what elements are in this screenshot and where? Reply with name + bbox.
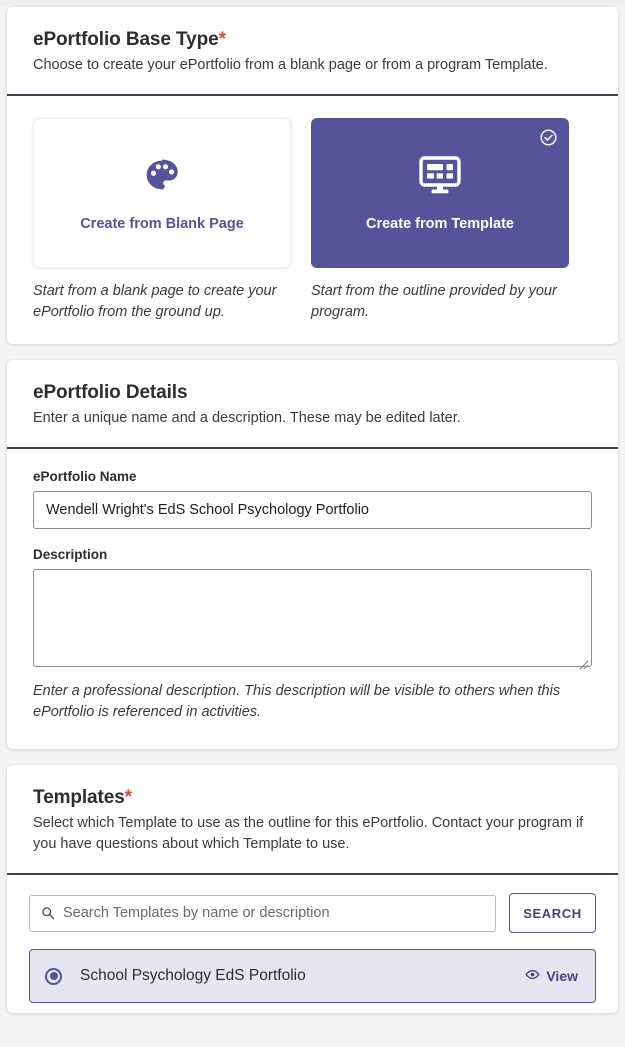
check-circle-icon — [539, 128, 558, 152]
base-type-subtitle: Choose to create your ePortfolio from a blank page or from a program Template. — [33, 57, 548, 73]
page-top-strip — [0, 0, 625, 7]
eye-icon — [525, 967, 540, 985]
search-row — [29, 893, 596, 933]
template-name: School Psychology EdS Portfolio — [80, 967, 306, 985]
template-search-input[interactable] — [55, 896, 495, 931]
base-type-header — [7, 7, 618, 94]
description-wrapper — [33, 569, 592, 672]
eportfolio-name-input[interactable] — [33, 491, 592, 529]
description-textarea[interactable] — [33, 569, 592, 667]
base-type-title-text: ePortfolio Base Type — [33, 29, 219, 50]
eportfolio-name-label: ePortfolio Name — [33, 469, 137, 485]
template-search-box[interactable] — [29, 895, 496, 932]
create-from-blank-page-tile[interactable] — [33, 118, 291, 268]
template-list-item[interactable] — [29, 949, 596, 1003]
details-subtitle: Enter a unique name and a description. These may be edited later. — [33, 410, 461, 427]
search-button[interactable]: SEARCH — [509, 893, 596, 933]
templates-list — [7, 933, 618, 1013]
details-title: ePortfolio Details — [33, 382, 188, 404]
templates-search-area — [7, 875, 618, 933]
description-help-text: Enter a professional description. This description will be visible to others when this ePortfolio is referenced in activities. — [33, 683, 561, 721]
templates-title-text: Templates — [33, 787, 125, 809]
base-type-options — [7, 96, 618, 344]
template-radio-selected[interactable] — [45, 968, 62, 985]
details-form — [7, 449, 618, 749]
create-from-template-tile[interactable] — [311, 118, 569, 268]
create-from-blank-page-label: Create from Blank Page — [80, 216, 244, 233]
view-template-link[interactable] — [525, 967, 578, 985]
description-label: Description — [33, 547, 108, 563]
templates-header — [7, 765, 618, 873]
eportfolio-details-card — [7, 360, 618, 749]
palette-icon — [142, 154, 182, 198]
required-asterisk: * — [218, 29, 226, 50]
templates-subtitle: Select which Template to use as the outline for this ePortfolio. Contact your program if you have questions about which Template to use. — [33, 815, 584, 853]
details-header — [7, 360, 618, 447]
base-type-option-template — [311, 118, 569, 322]
templates-title — [33, 787, 592, 809]
base-type-card — [7, 7, 618, 344]
create-from-blank-page-description: Start from a blank page to create your ePortfolio from the ground up. — [33, 283, 277, 320]
radio-dot-icon — [50, 972, 58, 980]
search-icon — [41, 906, 55, 920]
base-type-title — [33, 29, 592, 51]
required-asterisk: * — [124, 787, 132, 809]
base-type-option-blank — [33, 118, 291, 322]
view-label: View — [546, 968, 578, 985]
create-from-template-description: Start from the outline provided by your program. — [311, 283, 557, 320]
create-from-template-label: Create from Template — [366, 216, 514, 233]
monitor-template-icon — [418, 154, 462, 198]
templates-card — [7, 765, 618, 1013]
